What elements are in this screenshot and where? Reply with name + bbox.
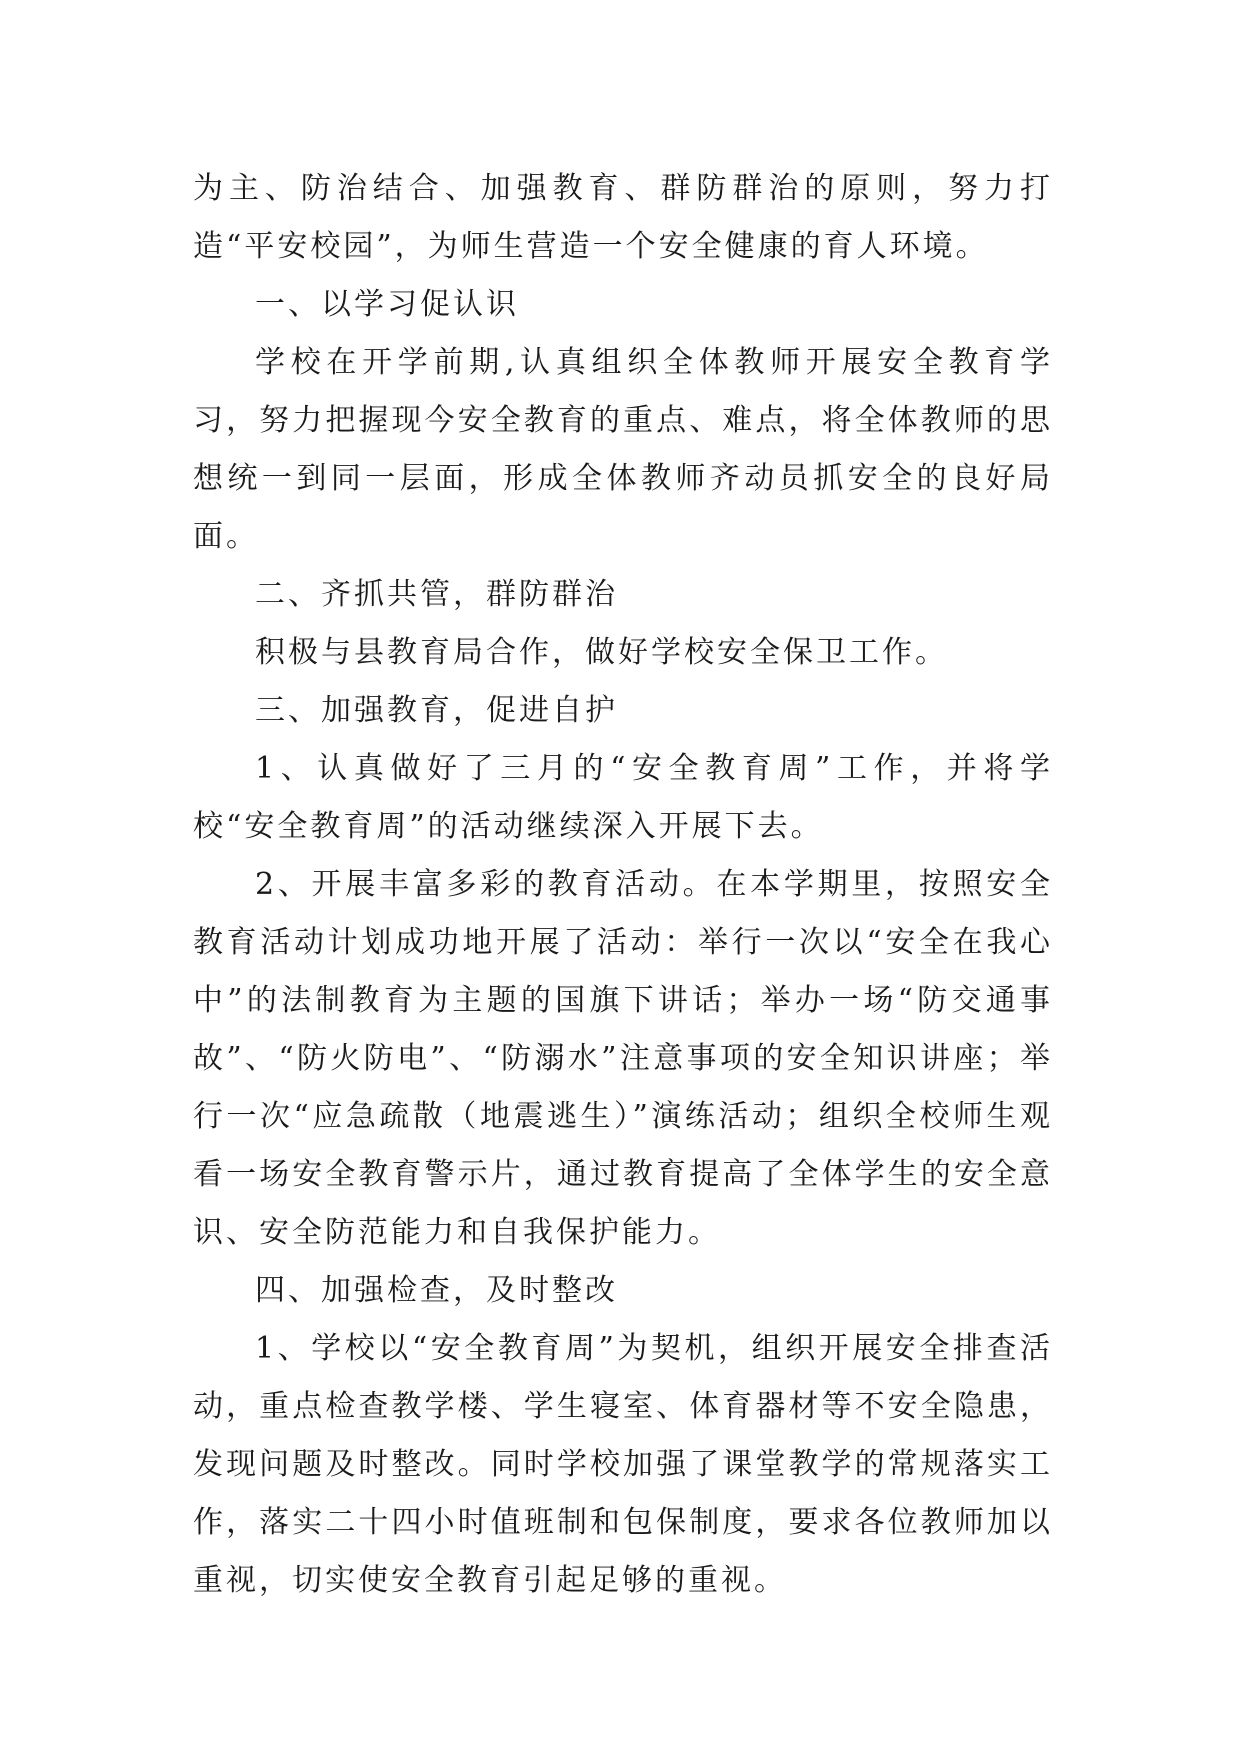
paragraph-section-3-item-1: 1、认真做好了三月的“安全教育周”工作，并将学校“安全教育周”的活动继续深入开展下去。 <box>193 751 1053 844</box>
heading-section-2: 二、齐抓共管，群防群治 <box>255 577 618 612</box>
paragraph-intro: 为主、防治结合、加强教育、群防群治的原则，努力打造“平安校园”，为师生营造一个安全健康的育人环境。 <box>193 171 1053 264</box>
paragraph-section-3-item-2: 2、开展丰富多彩的教育活动。在本学期里，按照安全教育活动计划成功地开展了活动：举行一次以“安全在我心中”的法制教育为主题的国旗下讲话；举办一场“防交通事故”、“防火防电”、“防溺水”注意事项的安全知识讲座；举行一次“应急疏散（地震逃生）”演练活动；组织全校师生观看一场安全教育警示片，通过教育提高了全体学生的安全意识、安全防范能力和自我保护能力。 <box>193 867 1053 1250</box>
document-body <box>193 160 1053 1610</box>
heading-section-4: 四、加强检查，及时整改 <box>255 1273 618 1308</box>
heading-section-1: 一、以学习促认识 <box>255 287 519 322</box>
heading-section-3: 三、加强教育，促进自护 <box>255 693 618 728</box>
paragraph-section-2: 积极与县教育局合作，做好学校安全保卫工作。 <box>255 635 948 670</box>
paragraph-section-1: 学校在开学前期,认真组织全体教师开展安全教育学习，努力把握现今安全教育的重点、难点，将全体教师的思想统一到同一层面，形成全体教师齐动员抓安全的良好局面。 <box>193 345 1053 554</box>
paragraph-section-4-item-1: 1、学校以“安全教育周”为契机，组织开展安全排查活动，重点检查教学楼、学生寝室、体育器材等不安全隐患，发现问题及时整改。同时学校加强了课堂教学的常规落实工作，落实二十四小时值班制和包保制度，要求各位教师加以重视，切实使安全教育引起足够的重视。 <box>193 1331 1053 1598</box>
